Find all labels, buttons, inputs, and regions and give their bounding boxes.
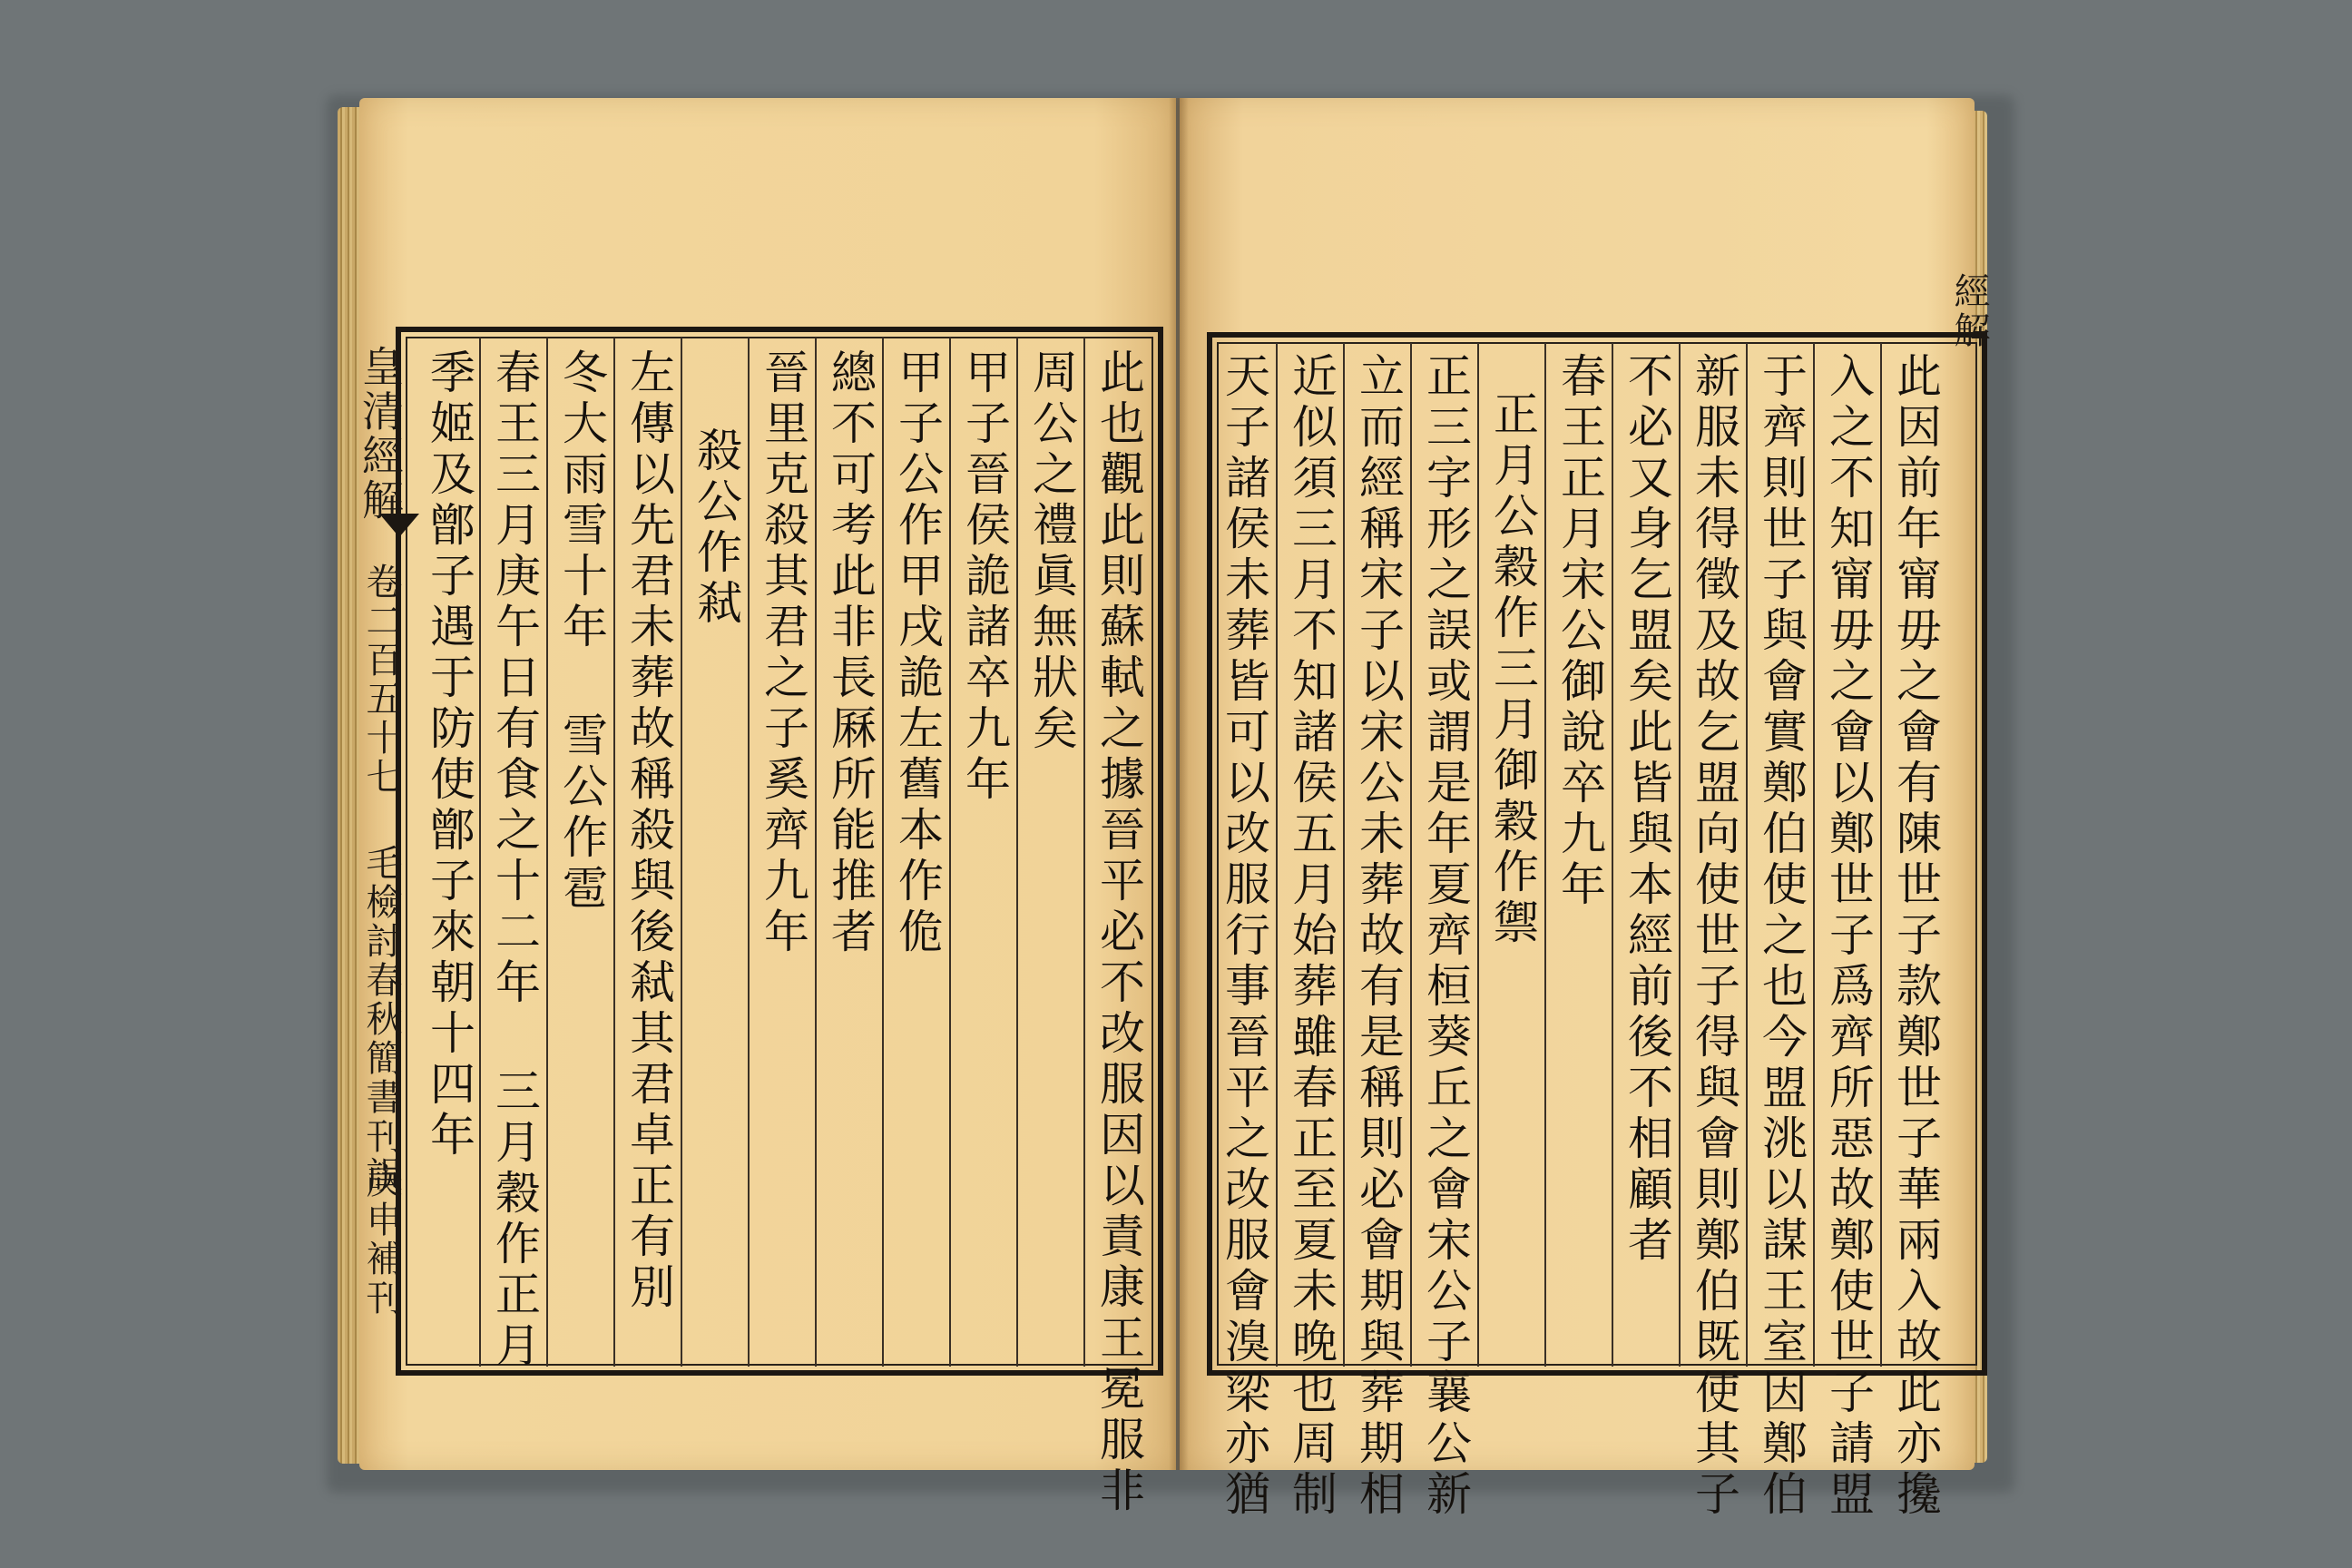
column-rule [1746, 343, 1748, 1367]
column-rule [681, 338, 682, 1367]
column-rule [1410, 343, 1412, 1367]
column-rule [1679, 343, 1681, 1367]
margin-collection-title: 皇清經解 [356, 345, 405, 523]
text-column: 晉里克殺其君之子奚齊九年 [757, 348, 809, 958]
column-rule [1612, 343, 1613, 1367]
column-rule [1813, 343, 1815, 1367]
column-rule [1544, 343, 1546, 1367]
column-rule [949, 338, 951, 1367]
text-column: 此因前年甯毋之會有陳世子款鄭世子華兩入故此亦攙 [1889, 352, 1942, 1521]
text-column: 甲子公作甲戌詭左舊本作佹 [891, 348, 944, 958]
column-rule [748, 338, 750, 1367]
right-margin-label: 經解 [1948, 272, 1990, 350]
column-rule [882, 338, 884, 1367]
column-rule [1343, 343, 1345, 1367]
margin-volume-number: 卷二百五十七 [360, 563, 402, 797]
text-column: 于齊則世子與會實鄭伯使之也今盟洮以謀王室因鄭伯 [1755, 352, 1808, 1521]
text-column: 此也觀此則蘇軾之據晉平必不改服因以責康王冕服非 [1093, 348, 1145, 1517]
column-rule [1083, 338, 1085, 1367]
text-column: 近似須三月不知諸侯五月始葬雖春正至夏未晚也周制 [1285, 352, 1338, 1521]
column-rule [1276, 343, 1278, 1367]
text-column: 甲子晉侯詭諸卒九年 [958, 348, 1011, 806]
text-column: 新服未得徵及故乞盟向使世子得與會則鄭伯既使其子 [1688, 352, 1740, 1521]
text-column: 春王三月庚午日有食之十二年 三月穀作正月 [488, 348, 541, 1372]
column-rule [479, 338, 481, 1367]
text-column: 正月公穀作三月御穀作禦 [1486, 390, 1539, 949]
column-rule [1880, 343, 1882, 1367]
column-rule [815, 338, 817, 1367]
text-column: 不必又身乞盟矣此皆與本經前後不相顧者 [1621, 352, 1673, 1267]
text-column: 冬大雨雪十年 雪公作雹 [555, 348, 608, 915]
text-column: 入之不知甯毋之會以鄭世子爲齊所惡故鄭使世子請盟 [1822, 352, 1875, 1521]
column-rule [1477, 343, 1479, 1367]
text-column: 立而經稱宋子以宋公未葬故有是稱則必會期與葬期相 [1352, 352, 1405, 1521]
text-column: 正三字形之誤或謂是年夏齊桓葵丘之會宋公子襄公新 [1419, 352, 1472, 1521]
text-column: 季姬及鄫子遇于防使鄫子來朝十四年 [423, 348, 475, 1161]
column-rule [546, 338, 548, 1367]
column-rule [1016, 338, 1018, 1367]
text-column: 總不可考此非長厤所能推者 [824, 348, 877, 958]
margin-reprint-note: 庚申補刊 [360, 1161, 402, 1318]
book-gutter [1169, 98, 1189, 1470]
margin-book-title: 毛檢討春秋簡書刊誤 [360, 844, 402, 1195]
text-column: 天子諸侯未葬皆可以改服行事晉平之改服會溴梁亦猶 [1218, 352, 1270, 1521]
text-column: 春王正月宋公御說卒九年 [1553, 352, 1606, 911]
text-column: 周公之禮眞無狀矣 [1025, 348, 1078, 755]
column-rule [613, 338, 615, 1367]
text-column: 左傳以先君未葬故稱殺與後弒其君卓正有別 [622, 348, 675, 1314]
text-column: 殺公作弒 [690, 426, 742, 630]
